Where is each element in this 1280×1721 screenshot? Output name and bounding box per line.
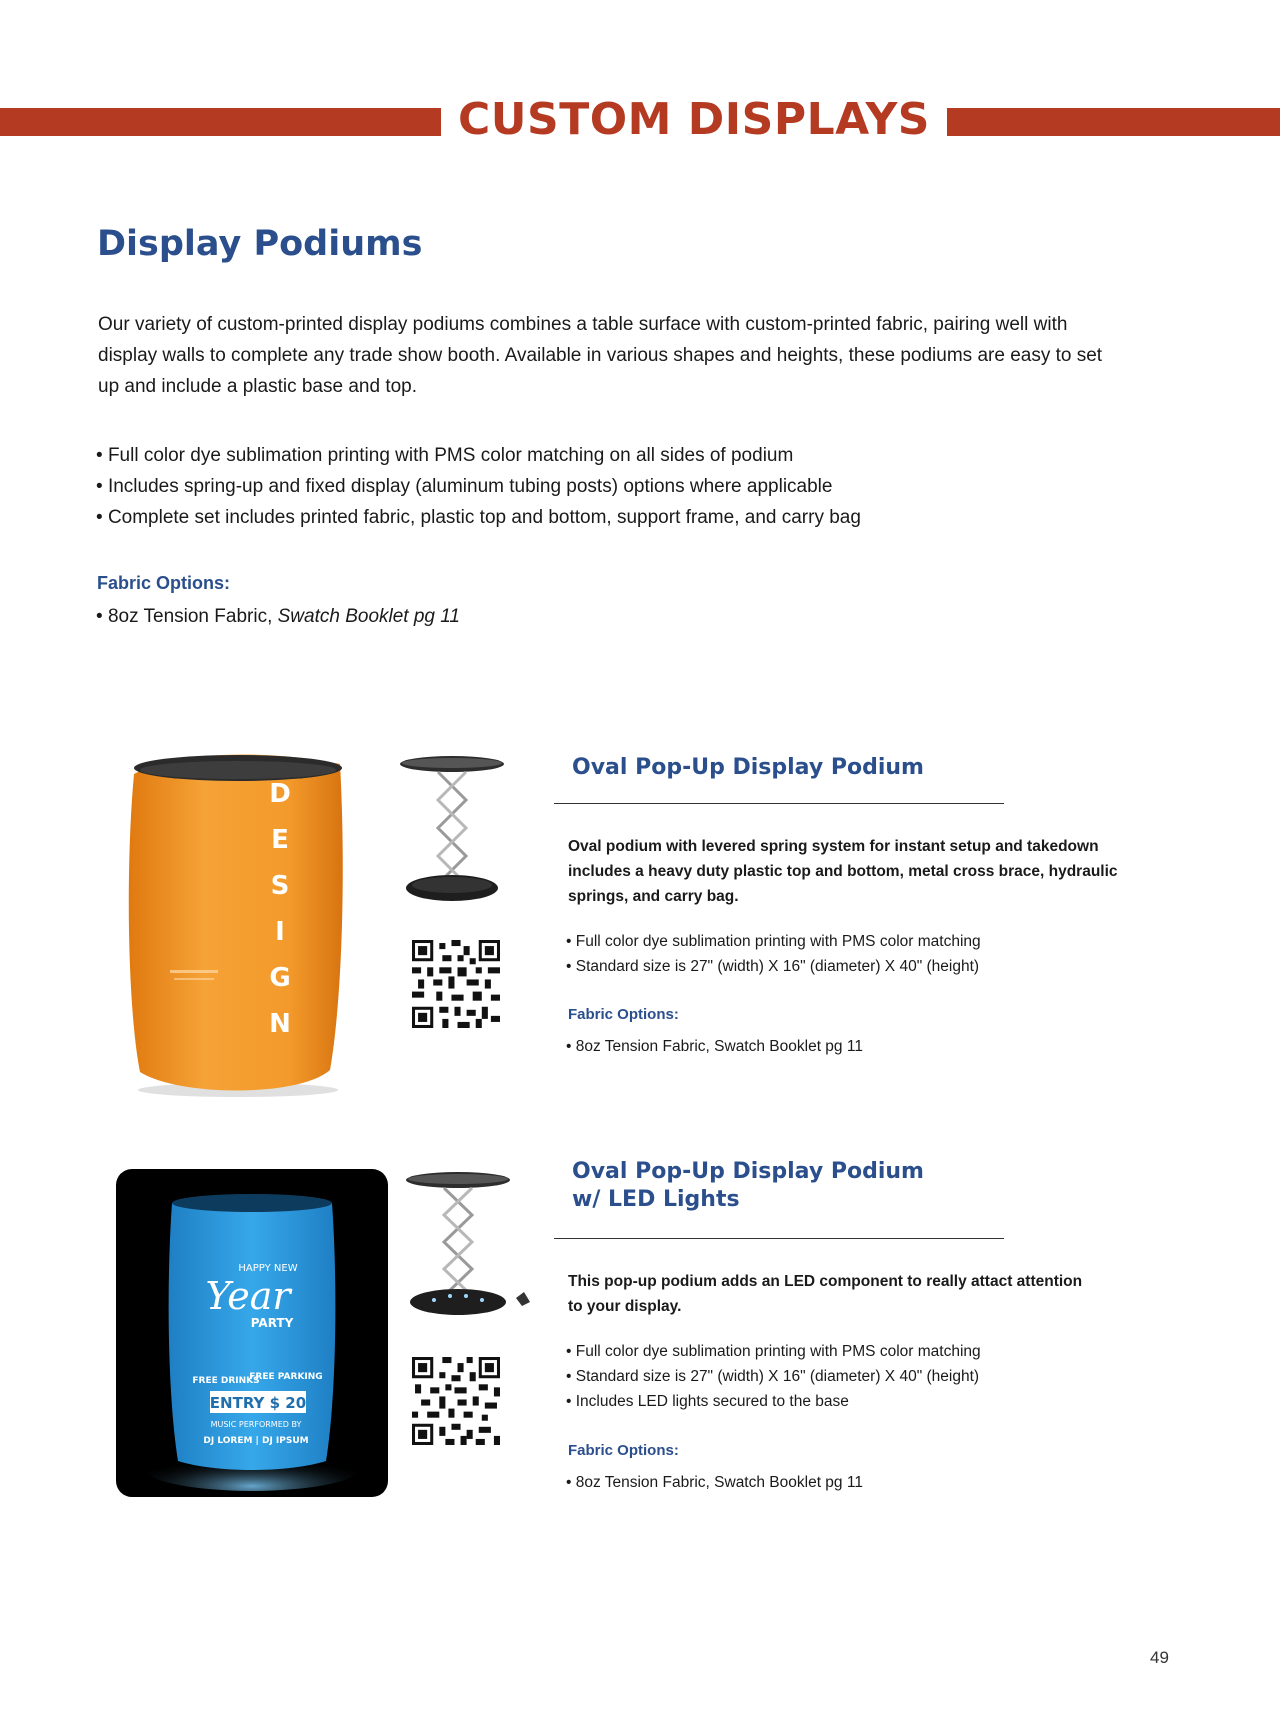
product-title-line: w/ LED Lights xyxy=(572,1187,740,1212)
fabric-options-label: Fabric Options: xyxy=(568,1442,679,1459)
list-item: • Complete set includes printed fabric, plastic top and bottom, support frame, and carry bag xyxy=(96,502,861,533)
header-band-left xyxy=(0,108,441,136)
podium-design-letter: G xyxy=(269,963,291,993)
fabric-options-list xyxy=(566,1470,863,1495)
feature-list xyxy=(96,440,861,533)
page-number: 49 xyxy=(1150,1648,1169,1667)
fabric-options-label: Fabric Options: xyxy=(97,573,231,593)
qr-code-icon[interactable] xyxy=(412,940,500,1028)
led-podium-text: ENTRY $ 20 xyxy=(209,1394,307,1412)
page-title: CUSTOM DISPLAYS xyxy=(458,94,930,145)
led-podium-text: FREE DRINKS xyxy=(192,1376,260,1386)
podium-design-letter: E xyxy=(271,825,289,855)
list-item: • 8oz Tension Fabric, Swatch Booklet pg 11 xyxy=(566,1470,863,1495)
fabric-item: 8oz Tension Fabric, xyxy=(107,606,278,627)
led-podium-text: FREE PARKING xyxy=(249,1372,323,1382)
product-feature-list xyxy=(566,929,981,979)
list-item: • Full color dye sublimation printing with PMS color matching on all sides of podium xyxy=(96,440,861,471)
podium-design-letter: S xyxy=(270,871,290,901)
title-divider xyxy=(554,803,1004,804)
section-intro: Our variety of custom-printed display podiums combines a table surface with custom-printed fabric, pairing well with display walls to complete any trade show booth. Available in various shapes and heights, these podiums are easy to set up and include a plastic base and top. xyxy=(98,314,1103,397)
led-podium-text: DJ LOREM | DJ IPSUM xyxy=(203,1436,309,1446)
qr-code-icon[interactable] xyxy=(412,1357,500,1445)
product-feature-list xyxy=(566,1339,981,1414)
podium-design-letter: I xyxy=(275,917,285,947)
led-podium-text: Year xyxy=(205,1274,291,1318)
swatch-reference: Swatch Booklet pg 11 xyxy=(277,606,460,627)
podium-design-letter: N xyxy=(269,1009,291,1039)
podium-frame-image xyxy=(400,754,510,909)
led-podium-image xyxy=(116,1169,388,1497)
list-item: • Full color dye sublimation printing with PMS color matching xyxy=(566,929,981,954)
product-description: Oval podium with levered spring system for instant setup and takedown includes a heavy duty plastic top and bottom, metal cross brace, hydraulic springs, and carry bag. xyxy=(568,838,1118,905)
list-item: • Includes LED lights secured to the base xyxy=(566,1389,981,1414)
oval-podium-image xyxy=(120,752,350,1097)
list-item: • Full color dye sublimation printing with PMS color matching xyxy=(566,1339,981,1364)
led-podium-text: PARTY xyxy=(250,1316,294,1330)
title-divider xyxy=(554,1238,1004,1239)
header-band-right xyxy=(947,108,1280,136)
podium-design-letter: D xyxy=(269,779,291,809)
led-podium-text: HAPPY NEW xyxy=(238,1263,298,1274)
fabric-options-list xyxy=(566,1034,863,1059)
product-title: Oval Pop-Up Display Podium xyxy=(572,755,924,780)
list-item: • Standard size is 27" (width) X 16" (diameter) X 40" (height) xyxy=(566,954,981,979)
led-podium-text: MUSIC PERFORMED BY xyxy=(210,1420,302,1429)
fabric-options-label: Fabric Options: xyxy=(568,1006,679,1023)
product-description: This pop-up podium adds an LED component to really attact attention to your display. xyxy=(568,1273,1083,1315)
product-title-line: Oval Pop-Up Display Podium xyxy=(572,1159,924,1184)
list-item: • Standard size is 27" (width) X 16" (diameter) X 40" (height) xyxy=(566,1364,981,1389)
fabric-options-list xyxy=(96,601,460,632)
list-item: • 8oz Tension Fabric, Swatch Booklet pg 11 xyxy=(566,1034,863,1059)
list-item: • Includes spring-up and fixed display (aluminum tubing posts) options where applicable xyxy=(96,471,861,502)
list-item xyxy=(96,601,460,632)
led-frame-image xyxy=(404,1170,536,1320)
product-title xyxy=(572,1158,924,1214)
section-title: Display Podiums xyxy=(97,224,423,264)
